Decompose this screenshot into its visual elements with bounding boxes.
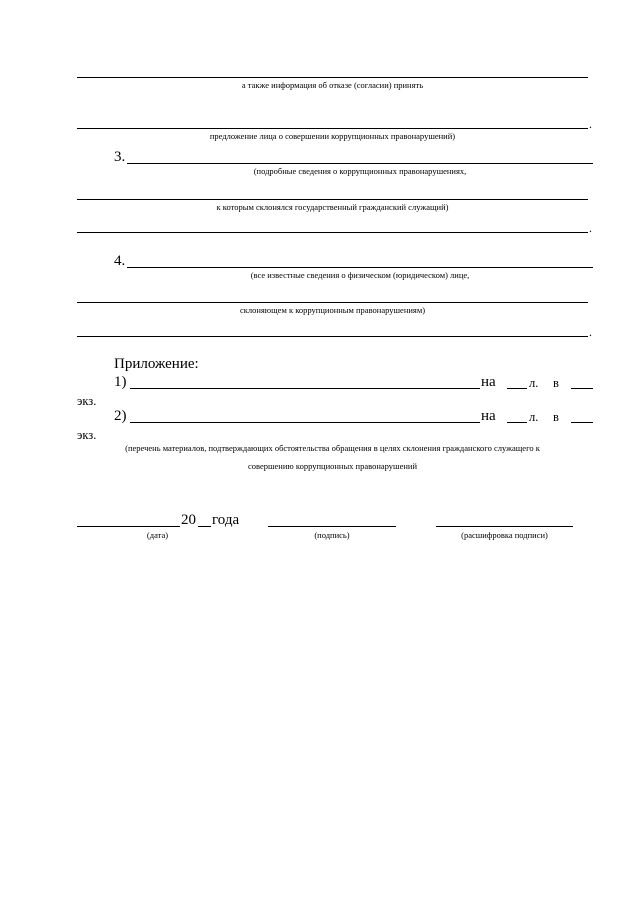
section3-number: 3. (114, 149, 126, 165)
appendix-item-1-na: на (481, 374, 496, 390)
appendix-item-1-copies-field[interactable] (571, 388, 593, 389)
year-field[interactable] (198, 526, 211, 527)
appendix-item-2-ekz: экз. (77, 428, 97, 442)
section4-end-mark: . (589, 325, 592, 339)
appendix-item-2-copies-field[interactable] (571, 422, 593, 423)
date-caption: (дата) (146, 530, 169, 540)
signature-field[interactable] (268, 526, 396, 527)
appendix-item-2-l: л. (529, 410, 539, 424)
appendix-caption-2: совершению коррупционных правонарушений (247, 461, 418, 471)
section3-caption-2: к которым склонялся государственный гражданский служащий) (216, 202, 449, 212)
appendix-item-2-line[interactable] (130, 422, 480, 423)
section2-caption-2: предложение лица о совершении коррупционных правонарушений) (209, 131, 456, 141)
section3-end-mark: . (589, 221, 592, 235)
year-suffix: года (212, 512, 240, 528)
appendix-item-1-line[interactable] (130, 388, 480, 389)
appendix-item-1-l: л. (529, 376, 539, 390)
signature-decoding-caption: (расшифровка подписи) (461, 530, 548, 540)
section3-line-3[interactable] (77, 232, 588, 233)
appendix-item-2-pages-field[interactable] (507, 422, 527, 423)
section2-end-mark: . (589, 117, 592, 131)
section4-line-3[interactable] (77, 336, 588, 337)
section2-line-1[interactable] (77, 77, 588, 78)
appendix-item-2-na: на (481, 408, 496, 424)
section4-number: 4. (114, 253, 126, 269)
appendix-item-2-v: в (553, 410, 559, 424)
section4-caption-2: склоняющем к коррупционным правонарушениям) (239, 305, 426, 315)
appendix-caption-1: (перечень материалов, подтверждающих обстоятельства обращения в целях склонения гражданского служащего к (125, 443, 540, 453)
appendix-title: Приложение: (114, 356, 199, 372)
appendix-item-2-number: 2) (114, 408, 127, 424)
appendix-item-1-number: 1) (114, 374, 127, 390)
signature-decoding-field[interactable] (436, 526, 573, 527)
section3-line-1[interactable] (127, 163, 593, 164)
section2-line-2[interactable] (77, 128, 588, 129)
section4-line-1[interactable] (127, 267, 593, 268)
appendix-item-1-ekz: экз. (77, 394, 97, 408)
section4-caption-1: (все известные сведения о физическом (юридическом) лице, (250, 270, 470, 280)
section3-line-2[interactable] (77, 199, 588, 200)
section3-caption-1: (подробные сведения о коррупционных правонарушениях, (253, 166, 467, 176)
section2-caption-1: а также информация об отказе (согласии) принять (241, 80, 424, 90)
section4-line-2[interactable] (77, 302, 588, 303)
year-prefix: 20 (181, 512, 196, 528)
appendix-item-1-pages-field[interactable] (507, 388, 527, 389)
signature-caption: (подпись) (314, 530, 350, 540)
appendix-item-1-v: в (553, 376, 559, 390)
date-field[interactable] (77, 526, 180, 527)
